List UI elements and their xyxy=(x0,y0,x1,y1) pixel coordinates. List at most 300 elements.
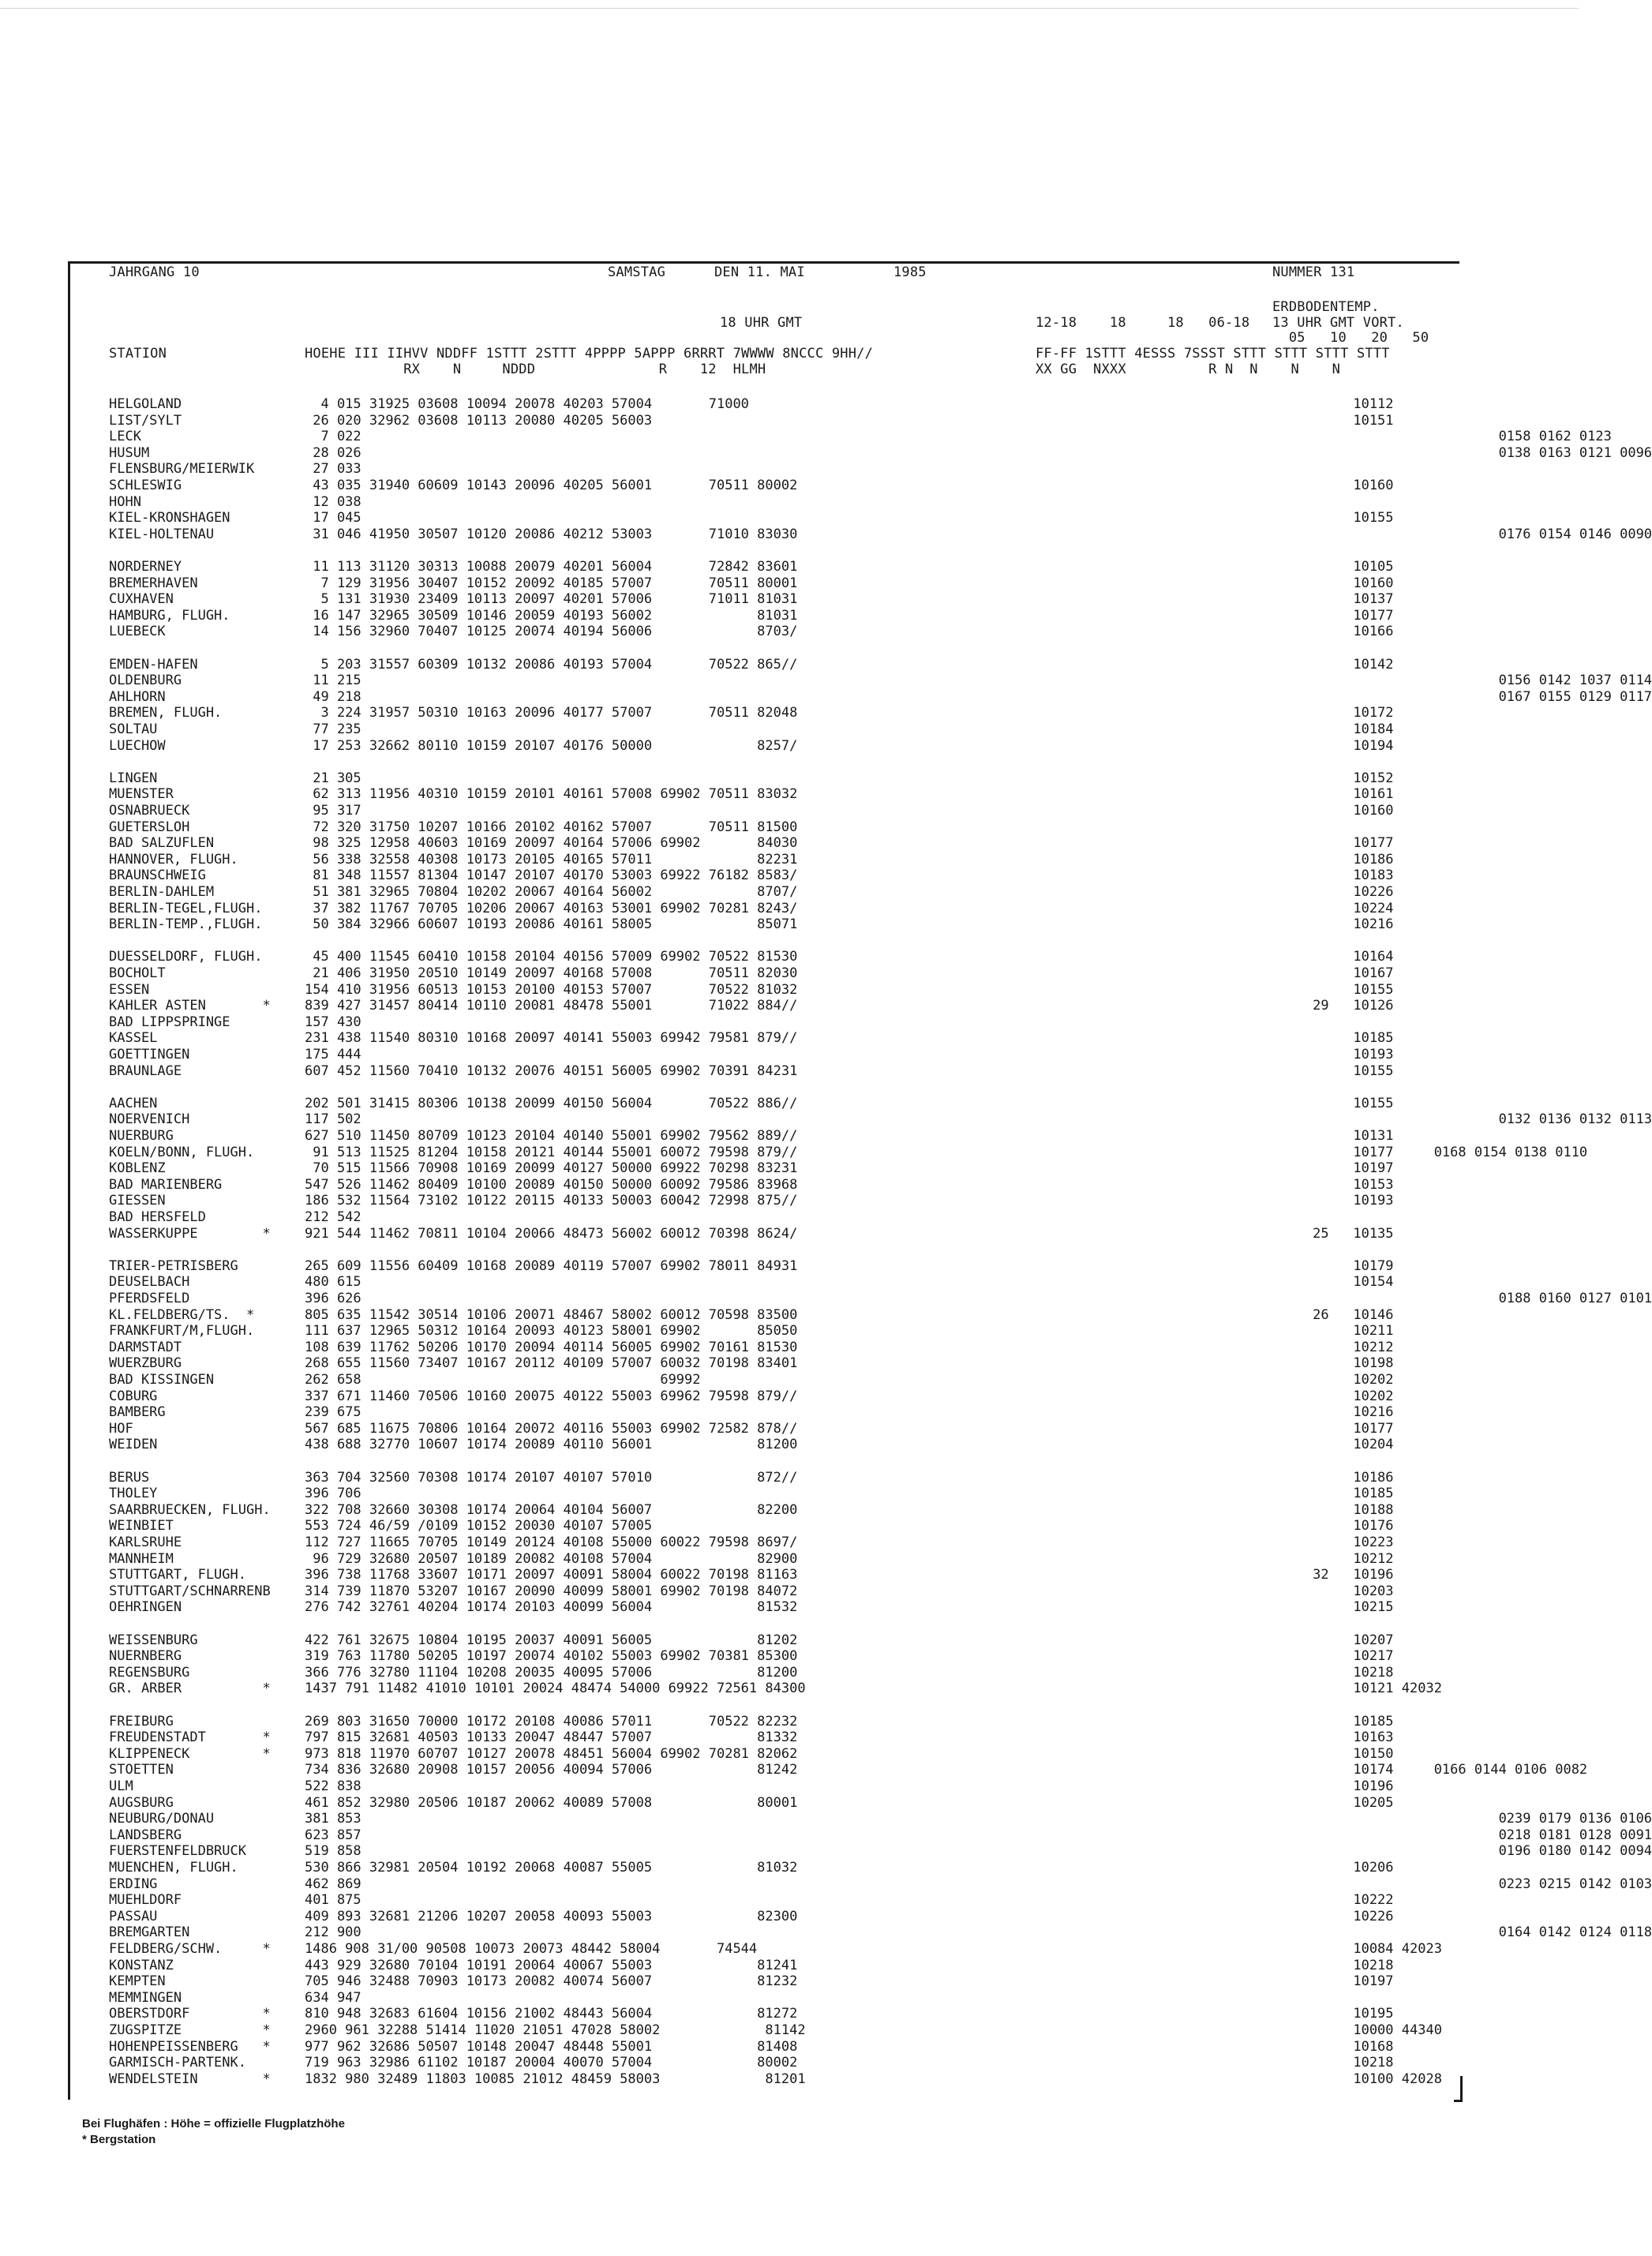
table-row xyxy=(0,852,1579,868)
table-row xyxy=(0,1258,1579,1274)
station-extra-codes: 10183 xyxy=(1272,868,1394,884)
station-name: BERLIN-DAHLEM xyxy=(109,884,215,900)
station-codes: 553 724 46/59 /0109 10152 20030 40107 57005 xyxy=(305,1518,653,1535)
station-name: FLENSBURG/MEIERWIK xyxy=(109,461,255,478)
station-name: HOHN xyxy=(109,493,141,510)
table-row xyxy=(0,1632,1579,1648)
station-codes: 977 962 32686 50507 10148 20047 48448 55001 81408 xyxy=(305,2038,798,2055)
station-extra-codes: 10142 xyxy=(1272,656,1394,673)
station-codes: 5 131 31930 23409 10113 20097 40201 57006 71011 81031 xyxy=(305,591,798,608)
station-codes: 734 836 32680 20908 10157 20056 40094 57006 81242 xyxy=(305,1762,798,1778)
station-name: KIEL-KRONSHAGEN xyxy=(109,510,230,527)
station-extra-codes: 0223 0215 0142 0103 xyxy=(1272,1876,1652,1892)
station-extra-codes: 10151 xyxy=(1272,412,1394,429)
station-extra-codes: 10155 xyxy=(1272,510,1394,527)
station-extra-codes: 10218 xyxy=(1272,1957,1394,1973)
station-extra-codes: 10137 xyxy=(1272,591,1394,608)
table-row xyxy=(0,1811,1652,1827)
station-codes: 154 410 31956 60513 10153 20100 40153 57007 70522 81032 xyxy=(305,981,798,998)
station-extra-codes: 10215 xyxy=(1272,1599,1394,1616)
table-row xyxy=(0,1860,1579,1876)
station-name: BAD MARIENBERG xyxy=(109,1176,223,1193)
table-row xyxy=(0,396,1579,412)
station-codes: 519 858 xyxy=(305,1843,361,1860)
table-row xyxy=(0,413,1579,429)
station-codes: 72 320 31750 10207 10166 20102 40162 57007 70511 81500 xyxy=(305,819,798,835)
station-extra-codes: 10218 xyxy=(1272,1664,1394,1681)
table-row xyxy=(0,916,1579,932)
station-extra-codes: 10226 xyxy=(1272,1908,1394,1924)
date-label: DEN 11. MAI xyxy=(714,264,805,280)
station-codes: 547 526 11462 80409 10100 20089 40150 50000 60092 79586 83968 xyxy=(305,1176,798,1193)
station-codes: 276 742 32761 40204 10174 20103 40099 56004 81532 xyxy=(305,1599,798,1616)
station-codes: 21 305 xyxy=(305,770,361,786)
station-name: KOBLENZ xyxy=(109,1160,166,1177)
table-row xyxy=(0,510,1579,526)
station-codes: 4 015 31925 03608 10094 20078 40203 57004 71000 xyxy=(305,396,749,412)
station-extra-codes: 10195 xyxy=(1272,2006,1394,2022)
station-codes: 422 761 32675 10804 10195 20037 40091 56005 81202 xyxy=(305,1632,798,1648)
station-codes: 37 382 11767 70705 10206 20067 40163 53001 69902 70281 8243/ xyxy=(305,900,798,916)
station-extra-codes: 10174 0166 0144 0106 0082 xyxy=(1272,1762,1588,1778)
station-extra-codes: 10216 xyxy=(1272,916,1394,933)
station-codes: 461 852 32980 20506 10187 20062 40089 57008 80001 xyxy=(305,1794,798,1811)
station-codes: 17 253 32662 80110 10159 20107 40176 50000 8257/ xyxy=(305,737,798,754)
table-row xyxy=(0,1909,1579,1924)
table-row xyxy=(0,1453,1579,1469)
station-name: WEISSENBURG xyxy=(109,1632,198,1648)
station-extra-codes: 10202 xyxy=(1272,1372,1394,1388)
station-codes: 7 129 31956 30407 10152 20092 40185 57007 70511 80001 xyxy=(305,575,798,591)
table-row xyxy=(0,494,1579,510)
station-codes: 623 857 xyxy=(305,1827,361,1843)
table-row xyxy=(0,688,1652,705)
table-row xyxy=(0,1437,1579,1452)
station-name: BERLIN-TEMP.,FLUGH. xyxy=(109,916,263,933)
station-extra-codes: 10121 42032 xyxy=(1272,1681,1442,1697)
station-codes: 401 875 xyxy=(305,1892,361,1909)
station-codes: 108 639 11762 50206 10170 20094 40114 56005 69902 70161 81530 xyxy=(305,1339,798,1355)
table-row xyxy=(0,1697,1579,1713)
table-row xyxy=(0,949,1579,965)
station-name: KONSTANZ xyxy=(109,1957,174,1973)
station-extra-codes: 10184 xyxy=(1272,721,1394,737)
station-name: KARLSRUHE xyxy=(109,1535,182,1550)
station-extra-codes: 10186 xyxy=(1272,1469,1394,1486)
station-extra-codes: 10105 xyxy=(1272,559,1394,575)
station-name: NUERBURG xyxy=(109,1128,174,1144)
table-row xyxy=(0,1827,1652,1843)
table-row xyxy=(0,1778,1579,1794)
station-name: AHLHORN xyxy=(109,688,166,705)
station-codes: 396 738 11768 33607 10171 20097 40091 58004 60022 70198 81163 xyxy=(305,1567,798,1583)
table-row xyxy=(0,1518,1579,1534)
station-codes: 1486 908 31/00 90508 10073 20073 48442 58004 74544 xyxy=(305,1941,758,1957)
station-name: DUESSELDORF, FLUGH. xyxy=(109,949,263,965)
station-extra-codes: 10155 xyxy=(1272,981,1394,998)
right-code-subheader: XX GG NXXX R N N N N xyxy=(1036,362,1341,377)
table-row xyxy=(0,1599,1579,1615)
table-row xyxy=(0,624,1579,639)
table-row xyxy=(0,1958,1579,1973)
table-row xyxy=(0,1160,1579,1176)
station-name: BREMEN, FLUGH. xyxy=(109,705,223,721)
station-codes: 319 763 11780 50205 10197 20074 40102 55003 69902 70381 85300 xyxy=(305,1648,798,1665)
table-row xyxy=(0,591,1579,607)
station-extra-codes: 10166 xyxy=(1272,624,1394,640)
station-name: DEUSELBACH xyxy=(109,1274,190,1291)
station-name: PFERDSFELD xyxy=(109,1291,190,1306)
table-row xyxy=(0,1111,1652,1128)
table-row xyxy=(0,608,1579,624)
station-extra-codes: 10204 xyxy=(1272,1437,1394,1453)
table-row xyxy=(0,933,1579,949)
station-codes: 21 406 31950 20510 10149 20097 40168 57008 70511 82030 xyxy=(305,965,798,981)
station-name: FUERSTENFELDBRUCK xyxy=(109,1843,246,1860)
station-codes: 111 637 12965 50312 10164 20093 40123 58001 69902 85050 xyxy=(305,1323,798,1340)
station-name: AUGSBURG xyxy=(109,1794,174,1811)
station-codes: 262 658 69992 xyxy=(305,1372,701,1388)
station-extra-codes: 0132 0136 0132 0113 xyxy=(1272,1111,1652,1128)
table-row xyxy=(0,1876,1652,1892)
station-name: WUERZBURG xyxy=(109,1355,182,1372)
station-extra-codes: 10198 xyxy=(1272,1355,1394,1372)
station-name: BOCHOLT xyxy=(109,965,166,981)
station-extra-codes: 10167 xyxy=(1272,965,1394,981)
station-name: AACHEN xyxy=(109,1095,158,1111)
station-codes: 239 675 xyxy=(305,1404,361,1421)
station-codes: 112 727 11665 70705 10149 20124 40108 55000 60022 79598 8697/ xyxy=(305,1535,798,1550)
station-codes: 1832 980 32489 11803 10085 21012 48459 58003 81201 xyxy=(305,2070,806,2087)
station-name: NUERNBERG xyxy=(109,1648,182,1665)
station-codes: 381 853 xyxy=(305,1811,361,1827)
station-codes: 719 963 32986 61102 10187 20004 40070 57004 80002 xyxy=(305,2055,798,2071)
station-name: NEUBURG/DONAU xyxy=(109,1811,215,1827)
station-extra-codes: 10084 42023 xyxy=(1272,1941,1442,1957)
table-row xyxy=(0,1470,1579,1486)
station-extra-codes: 10152 xyxy=(1272,770,1394,786)
table-row xyxy=(0,1047,1579,1062)
station-name: TRIER-PETRISBERG xyxy=(109,1257,238,1274)
station-name: EMDEN-HAFEN xyxy=(109,656,198,673)
station-name: BERLIN-TEGEL,FLUGH. xyxy=(109,900,263,916)
station-codes: 314 739 11870 53207 10167 20090 40099 58001 69902 70198 84072 xyxy=(305,1583,798,1599)
table-row xyxy=(0,1030,1579,1046)
table-row xyxy=(0,1648,1579,1664)
station-codes: 91 513 11525 81204 10158 20121 40144 55001 60072 79598 879// xyxy=(305,1144,798,1160)
table-row xyxy=(0,444,1652,461)
table-row xyxy=(0,1551,1579,1567)
table-row xyxy=(0,1323,1579,1339)
station-name: LUEBECK xyxy=(109,624,166,640)
table-row xyxy=(0,1924,1652,1941)
station-name: GR. ARBER * xyxy=(109,1681,271,1697)
table-row xyxy=(0,1209,1579,1225)
station-codes: 363 704 32560 70308 10174 20107 40107 57010 872// xyxy=(305,1469,798,1486)
station-codes: 805 635 11542 30514 10106 20071 48467 58002 60012 70598 83500 xyxy=(305,1306,798,1323)
table-row xyxy=(0,705,1579,721)
table-row xyxy=(0,1892,1579,1908)
station-codes: 634 947 xyxy=(305,1989,361,2006)
table-row xyxy=(0,770,1579,786)
year-label: 1985 xyxy=(893,264,927,280)
station-codes: 921 544 11462 70811 10104 20066 48473 56002 60012 70398 8624/ xyxy=(305,1225,798,1242)
station-name: LIST/SYLT xyxy=(109,412,182,429)
table-row xyxy=(0,526,1652,542)
station-codes: 50 384 32966 60607 10193 20086 40161 58005 85071 xyxy=(305,916,798,933)
station-codes: 269 803 31650 70000 10172 20108 40086 57011 70522 82232 xyxy=(305,1713,798,1729)
table-row xyxy=(0,429,1612,445)
gmt-label: 18 UHR GMT xyxy=(720,315,803,331)
station-name: THOLEY xyxy=(109,1486,158,1502)
station-extra-codes: 10206 xyxy=(1272,1860,1394,1876)
time-ranges-label: 12-18 18 18 06-18 xyxy=(1036,315,1250,331)
station-extra-codes: 10205 xyxy=(1272,1794,1394,1811)
station-codes: 26 020 32962 03608 10113 20080 40205 56003 xyxy=(305,412,653,429)
station-extra-codes: 10164 xyxy=(1272,949,1394,965)
station-extra-codes: 25 10135 xyxy=(1272,1225,1394,1242)
table-row xyxy=(0,1388,1579,1404)
table-row xyxy=(0,1616,1579,1632)
station-codes: 31 046 41950 30507 10120 20086 40212 53003 71010 83030 xyxy=(305,526,798,542)
table-row xyxy=(0,1340,1579,1355)
station-codes: 16 147 32965 30509 10146 20059 40193 56002 81031 xyxy=(305,607,798,624)
station-codes: 2960 961 32288 51414 11020 21051 47028 58002 81142 xyxy=(305,2022,806,2038)
station-name: WENDELSTEIN * xyxy=(109,2070,271,2087)
day-label: SAMSTAG xyxy=(608,264,666,280)
table-row xyxy=(0,1941,1579,1957)
station-name: KIEL-HOLTENAU xyxy=(109,526,215,542)
station-codes: 607 452 11560 70410 10132 20076 40151 56005 69902 70391 84231 xyxy=(305,1062,798,1079)
table-row xyxy=(0,1274,1579,1290)
station-extra-codes: 0164 0142 0124 0118 xyxy=(1272,1924,1652,1941)
station-name: BERUS xyxy=(109,1469,150,1486)
table-row xyxy=(0,1291,1652,1306)
table-row xyxy=(0,1486,1579,1501)
station-extra-codes: 10203 xyxy=(1272,1583,1394,1599)
station-name: LANDSBERG xyxy=(109,1827,182,1843)
station-codes: 322 708 32660 30308 10174 20064 40104 56007 82200 xyxy=(305,1501,798,1518)
station-name: WEINBIET xyxy=(109,1518,174,1535)
table-row xyxy=(0,1973,1579,1989)
table-row xyxy=(0,2006,1579,2022)
station-codes: 443 929 32680 70104 10191 20064 40067 55003 81241 xyxy=(305,1957,798,1973)
station-extra-codes: 10226 xyxy=(1272,884,1394,900)
station-codes: 14 156 32960 70407 10125 20074 40194 56006 8703/ xyxy=(305,624,798,640)
station-extra-codes: 10186 xyxy=(1272,851,1394,868)
table-row xyxy=(0,1729,1579,1745)
station-name: HELGOLAND xyxy=(109,396,182,412)
table-row xyxy=(0,640,1579,656)
station-name: NOERVENICH xyxy=(109,1111,190,1128)
station-codes: 3 224 31957 50310 10163 20096 40177 57007 70511 82048 xyxy=(305,705,798,721)
station-extra-codes: 10212 xyxy=(1272,1339,1394,1355)
station-extra-codes: 0176 0154 0146 0090 xyxy=(1272,526,1652,542)
table-row xyxy=(0,786,1579,802)
station-extra-codes: 0196 0180 0142 0094 xyxy=(1272,1843,1652,1860)
station-codes: 81 348 11557 81304 10147 20107 40170 53003 69922 76182 8583/ xyxy=(305,868,798,884)
station-codes: 157 430 xyxy=(305,1014,361,1030)
station-name: KLIPPENECK * xyxy=(109,1745,271,1762)
station-codes: 810 948 32683 61604 10156 21002 48443 56004 81272 xyxy=(305,2006,798,2022)
station-extra-codes: 10197 xyxy=(1272,1160,1394,1177)
table-row xyxy=(0,2055,1579,2070)
table-row xyxy=(0,721,1579,737)
table-row xyxy=(0,1144,1588,1160)
station-extra-codes: 10218 xyxy=(1272,2055,1394,2071)
station-codes: 98 325 12958 40603 10169 20097 40164 57006 69902 84030 xyxy=(305,835,798,852)
station-name: HAMBURG, FLUGH. xyxy=(109,607,230,624)
station-name: ESSEN xyxy=(109,981,150,998)
table-row xyxy=(0,965,1579,981)
station-name: MUENCHEN, FLUGH. xyxy=(109,1860,238,1876)
station-extra-codes: 10160 xyxy=(1272,478,1394,493)
station-name: BAD SALZUFLEN xyxy=(109,835,215,852)
station-codes: 973 818 11970 60707 10127 20078 48451 56004 69902 70281 82062 xyxy=(305,1745,798,1762)
station-extra-codes: 10163 xyxy=(1272,1729,1394,1746)
station-name: MUEHLDORF xyxy=(109,1892,182,1909)
table-row xyxy=(0,1193,1579,1209)
table-row xyxy=(0,738,1579,754)
station-name: BRAUNLAGE xyxy=(109,1062,182,1079)
station-extra-codes: 10216 xyxy=(1272,1404,1394,1421)
station-name: BRAUNSCHWEIG xyxy=(109,868,206,884)
station-extra-codes: 10222 xyxy=(1272,1892,1394,1909)
table-row xyxy=(0,1795,1579,1811)
table-row xyxy=(0,461,1579,477)
station-extra-codes: 0156 0142 1037 0114 xyxy=(1272,673,1652,689)
table-row xyxy=(0,1567,1579,1583)
station-extra-codes: 10172 xyxy=(1272,705,1394,721)
station-name: PASSAU xyxy=(109,1908,158,1924)
station-name: MUENSTER xyxy=(109,786,174,803)
table-row xyxy=(0,884,1579,900)
station-extra-codes: 10202 xyxy=(1272,1388,1394,1404)
station-codes: 268 655 11560 73407 10167 20112 40109 57007 60032 70198 83401 xyxy=(305,1355,798,1372)
table-row xyxy=(0,1714,1579,1729)
table-row xyxy=(0,1421,1579,1437)
station-extra-codes: 10224 xyxy=(1272,900,1394,916)
station-extra-codes: 10177 xyxy=(1272,835,1394,852)
station-name: STUTTGART/SCHNARRENB xyxy=(109,1583,271,1599)
station-codes: 627 510 11450 80709 10123 20104 40140 55001 69902 79562 889// xyxy=(305,1128,798,1144)
station-extra-codes: 0218 0181 0128 0091 xyxy=(1272,1827,1652,1843)
table-row xyxy=(0,868,1579,883)
code-header: HOEHE III IIHVV NDDFF 1STTT 2STTT 4PPPP 5APPP 6RRRT 7WWWW 8NCCC 9HH// xyxy=(305,346,874,362)
station-codes: 202 501 31415 80306 10138 20099 40150 56004 70522 886// xyxy=(305,1095,798,1111)
table-row xyxy=(0,1502,1579,1518)
station-codes: 117 502 xyxy=(305,1111,361,1128)
station-extra-codes: 0138 0163 0121 0096 xyxy=(1272,444,1652,461)
station-name: KAHLER ASTEN * xyxy=(109,998,271,1014)
station-name: BAD HERSFELD xyxy=(109,1209,206,1225)
table-row xyxy=(0,835,1579,851)
station-codes: 396 626 xyxy=(305,1291,361,1306)
station-extra-codes: 10217 xyxy=(1272,1648,1394,1665)
table-row xyxy=(0,982,1579,998)
station-codes: 212 542 xyxy=(305,1209,361,1225)
table-row xyxy=(0,1843,1652,1860)
station-codes: 396 706 xyxy=(305,1486,361,1502)
footnote-mountain: * Bergstation xyxy=(82,2133,156,2146)
station-name: STUTTGART, FLUGH. xyxy=(109,1567,246,1583)
table-row xyxy=(0,559,1579,575)
station-name: DARMSTADT xyxy=(109,1339,182,1355)
station-name: CUXHAVEN xyxy=(109,591,174,608)
station-codes: 70 515 11566 70908 10169 20099 40127 50000 69922 70298 83231 xyxy=(305,1160,798,1177)
station-codes: 11 215 xyxy=(305,673,361,689)
table-row xyxy=(0,819,1579,835)
station-name: GOETTINGEN xyxy=(109,1047,190,1062)
station-name: WEIDEN xyxy=(109,1437,158,1453)
station-name: COBURG xyxy=(109,1388,158,1404)
station-name: REGENSBURG xyxy=(109,1664,190,1681)
station-codes: 409 893 32681 21206 10207 20058 40093 55003 82300 xyxy=(305,1908,798,1924)
station-extra-codes: 10211 xyxy=(1272,1323,1394,1340)
station-name: FRANKFURT/M,FLUGH. xyxy=(109,1323,255,1340)
station-name: FREUDENSTADT * xyxy=(109,1729,271,1746)
station-name: KEMPTEN xyxy=(109,1973,166,1990)
station-extra-codes: 10177 xyxy=(1272,1420,1394,1437)
station-name: GIESSEN xyxy=(109,1193,166,1209)
footnote-airport: Bei Flughäfen : Höhe = offizielle Flugplatzhöhe xyxy=(82,2117,345,2130)
table-row xyxy=(0,1746,1579,1762)
station-extra-codes: 10160 xyxy=(1272,575,1394,591)
station-extra-codes: 0188 0160 0127 0101 xyxy=(1272,1291,1652,1306)
station-extra-codes: 10179 xyxy=(1272,1257,1394,1274)
station-extra-codes: 10161 xyxy=(1272,786,1394,803)
station-extra-codes: 29 10126 xyxy=(1272,998,1394,1014)
station-name: OBERSTDORF * xyxy=(109,2006,271,2022)
station-codes: 839 427 31457 80414 10110 20081 48478 55001 71022 884// xyxy=(305,998,798,1014)
code-subheader: RX N NDDD R 12 HLMH xyxy=(305,362,766,377)
station-name: KL.FELDBERG/TS. * xyxy=(109,1306,255,1323)
table-row xyxy=(0,1014,1579,1030)
station-name: ZUGSPITZE * xyxy=(109,2022,271,2038)
station-name: HANNOVER, FLUGH. xyxy=(109,851,238,868)
station-name: BREMERHAVEN xyxy=(109,575,198,591)
station-name: KASSEL xyxy=(109,1030,158,1047)
station-name: LECK xyxy=(109,429,141,445)
table-row xyxy=(0,1226,1579,1242)
station-name: FELDBERG/SCHW. * xyxy=(109,1941,271,1957)
station-extra-codes: 10177 0168 0154 0138 0110 xyxy=(1272,1144,1588,1160)
station-codes: 96 729 32680 20507 10189 20082 40108 57004 82900 xyxy=(305,1550,798,1567)
station-extra-codes: 10188 xyxy=(1272,1501,1394,1518)
station-codes: 43 035 31940 60609 10143 20096 40205 56001 70511 80002 xyxy=(305,478,798,493)
station-name: STOETTEN xyxy=(109,1762,174,1778)
station-name: SCHLESWIG xyxy=(109,478,182,493)
station-extra-codes: 10160 xyxy=(1272,803,1394,819)
table-row xyxy=(0,1355,1579,1371)
station-name: MANNHEIM xyxy=(109,1550,174,1567)
table-row xyxy=(0,1990,1579,2006)
station-header: STATION xyxy=(109,346,167,362)
table-row xyxy=(0,575,1579,591)
table-row xyxy=(0,2039,1579,2055)
station-name: GARMISCH-PARTENK. xyxy=(109,2055,246,2071)
station-name: OEHRINGEN xyxy=(109,1599,182,1616)
table-row xyxy=(0,657,1579,673)
station-codes: 480 615 xyxy=(305,1274,361,1291)
station-name: NORDERNEY xyxy=(109,559,182,575)
station-codes: 62 313 11956 40310 10159 20101 40161 57008 69902 70511 83032 xyxy=(305,786,798,803)
table-row xyxy=(0,1372,1579,1388)
station-extra-codes: 10153 xyxy=(1272,1176,1394,1193)
station-extra-codes: 0239 0179 0136 0106 xyxy=(1272,1811,1652,1827)
station-name: ULM xyxy=(109,1778,133,1794)
station-extra-codes: 10112 xyxy=(1272,396,1394,412)
